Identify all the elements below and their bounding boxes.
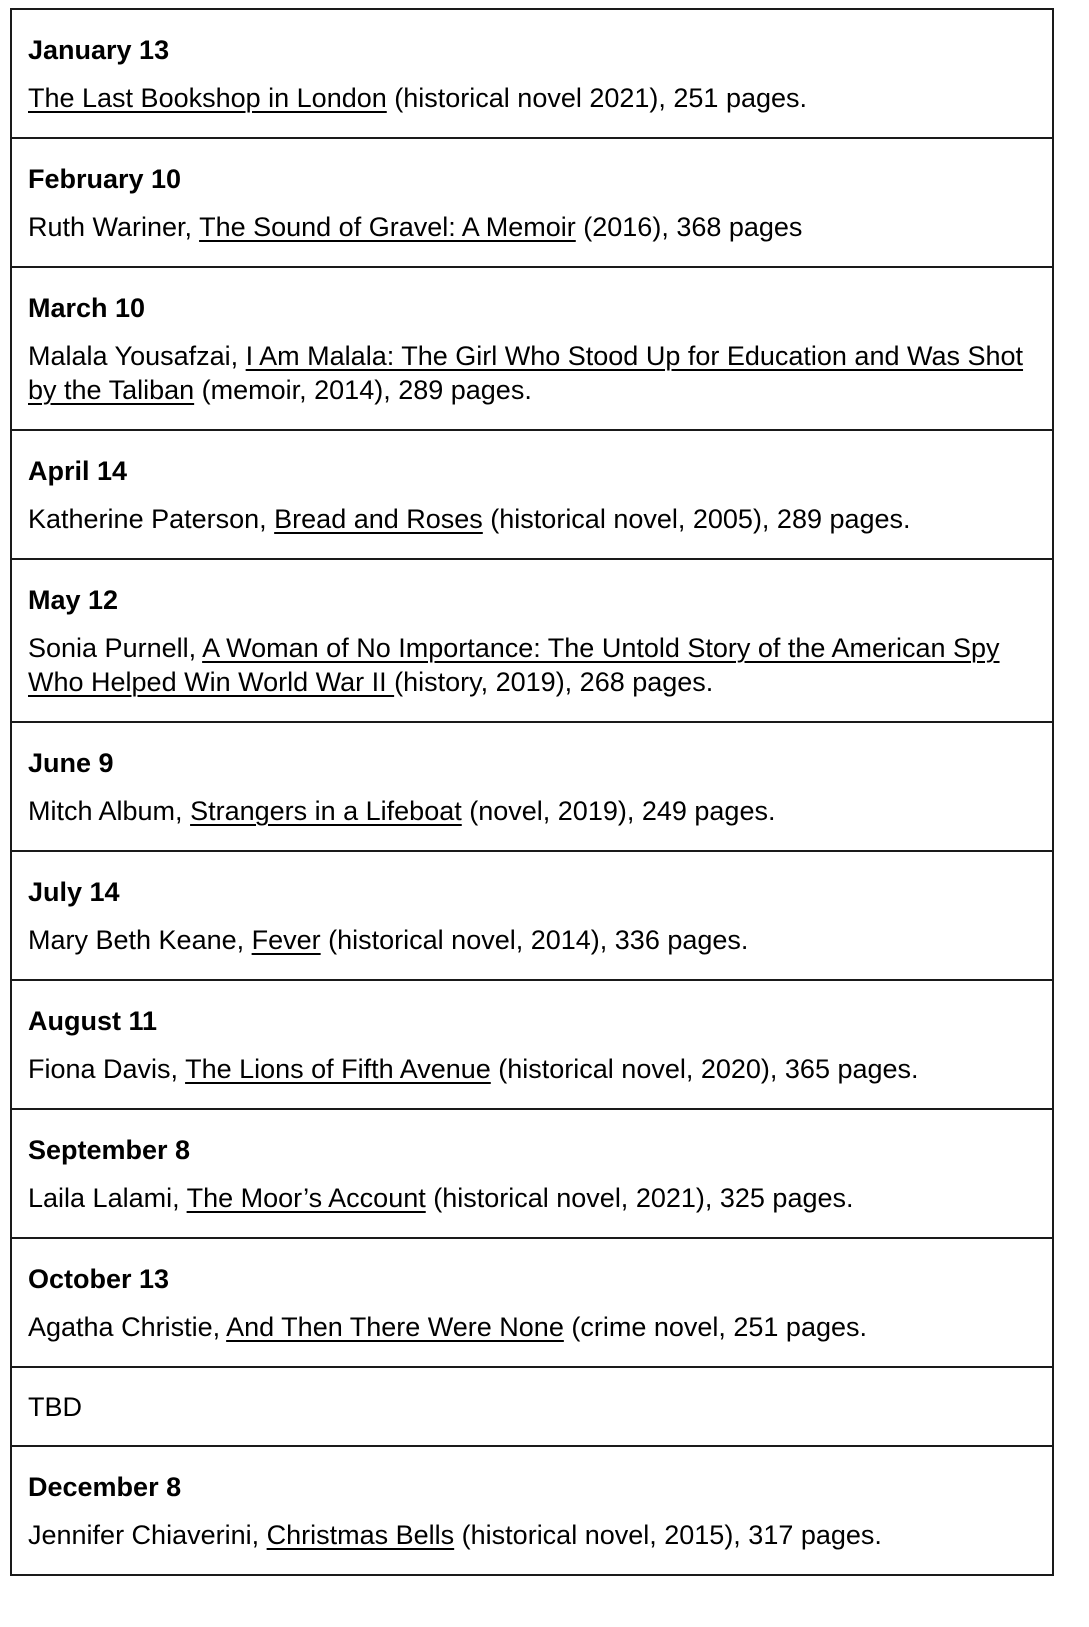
schedule-entry-april: [12, 431, 1052, 560]
schedule-entry-tbd: [12, 1368, 1052, 1447]
book-details: (historical novel 2021), 251 pages.: [386, 83, 808, 113]
entry-book: [28, 616, 1030, 699]
book-title: The Last Bookshop in London: [28, 83, 387, 113]
schedule-entry-june: [12, 723, 1052, 852]
entry-date: October 13: [28, 1264, 170, 1294]
book-author: Sonia Purnell,: [28, 633, 203, 663]
book-details: (memoir, 2014), 289 pages.: [194, 375, 532, 405]
book-title: I Am Malala: The Girl Who Stood Up for Education and Was Shot by the Taliban: [28, 341, 1024, 405]
entry-date: April 14: [28, 456, 128, 486]
entry-book: [28, 908, 1030, 957]
book-details: (historical novel, 2014), 336 pages.: [320, 925, 749, 955]
book-author: Malala Yousafzai,: [28, 341, 246, 371]
book-details: (historical novel, 2020), 365 pages.: [490, 1054, 919, 1084]
book-title: Strangers in a Lifeboat: [190, 796, 462, 826]
book-author: Ruth Wariner,: [28, 212, 200, 242]
entry-book: [28, 324, 1030, 407]
entry-book: [28, 1166, 1030, 1215]
entry-book: [28, 1368, 1030, 1424]
book-title: And Then There Were None: [226, 1312, 564, 1342]
entry-book: [28, 1295, 1030, 1344]
schedule-entry-may: [12, 560, 1052, 723]
book-author: Fiona Davis,: [28, 1054, 186, 1084]
reading-schedule-table: [10, 8, 1054, 1576]
entry-book: [28, 487, 1030, 536]
entry-date: August 11: [28, 1006, 158, 1036]
entry-book: [28, 66, 1030, 115]
entry-date: January 13: [28, 35, 170, 65]
book-title: A Woman of No Importance: The Untold Story of the American Spy Who Helped Win World War II: [28, 633, 1000, 697]
book-title: The Sound of Gravel: A Memoir: [199, 212, 576, 242]
book-details: (2016), 368 pages: [575, 212, 803, 242]
schedule-entry-december: [12, 1447, 1052, 1576]
entry-book: [28, 779, 1030, 828]
schedule-entry-october: [12, 1239, 1052, 1368]
book-details: (history, 2019), 268 pages.: [394, 667, 714, 697]
book-details: (historical novel, 2021), 325 pages.: [425, 1183, 854, 1213]
book-title: The Lions of Fifth Avenue: [185, 1054, 491, 1084]
entry-date: February 10: [28, 164, 182, 194]
schedule-entry-july: [12, 852, 1052, 981]
book-details: (historical novel, 2015), 317 pages.: [454, 1520, 882, 1550]
book-author: Laila Lalami,: [28, 1183, 187, 1213]
book-details: (historical novel, 2005), 289 pages.: [482, 504, 911, 534]
entry-date: June 9: [28, 748, 114, 778]
schedule-entry-january: [12, 10, 1052, 139]
book-title: Christmas Bells: [266, 1520, 455, 1550]
book-title: Bread and Roses: [274, 504, 483, 534]
entry-book: [28, 1503, 1030, 1552]
entry-date: July 14: [28, 877, 120, 907]
schedule-entry-august: [12, 981, 1052, 1110]
book-author: Katherine Paterson,: [28, 504, 275, 534]
book-author: Agatha Christie,: [28, 1312, 227, 1342]
entry-book: [28, 1037, 1030, 1086]
entry-date: May 12: [28, 585, 119, 615]
schedule-entry-february: [12, 139, 1052, 268]
book-title: Fever: [251, 925, 321, 955]
schedule-entry-september: [12, 1110, 1052, 1239]
book-author: Mary Beth Keane,: [28, 925, 252, 955]
book-author: Mitch Album,: [28, 796, 191, 826]
book-title: The Moor’s Account: [186, 1183, 426, 1213]
book-author: Jennifer Chiaverini,: [28, 1520, 267, 1550]
entry-book: [28, 195, 1030, 244]
schedule-entry-march: [12, 268, 1052, 431]
book-details: (crime novel, 251 pages.: [563, 1312, 868, 1342]
entry-date: December 8: [28, 1472, 182, 1502]
book-details: (novel, 2019), 249 pages.: [461, 796, 776, 826]
tbd-text: TBD: [28, 1392, 82, 1422]
entry-date: September 8: [28, 1135, 191, 1165]
entry-date: March 10: [28, 293, 146, 323]
